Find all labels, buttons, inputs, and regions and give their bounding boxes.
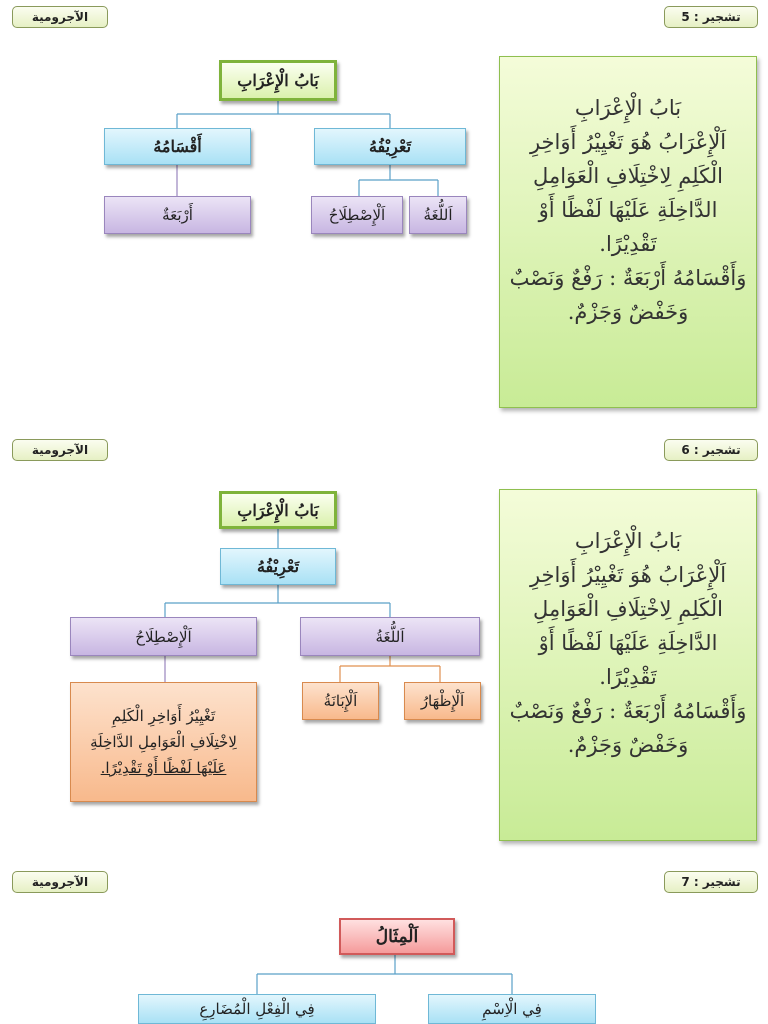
tree-node-tarif: تَعْرِيْفُهُ [220, 548, 336, 585]
matn-line: وَأَقْسَامُهُ أَرْبَعَةٌ : رَفْعٌ وَنَصْبٌ [509, 266, 747, 290]
tree-node-istilah: اَلْإِصْطِلَاحُ [70, 617, 257, 656]
slide-label: تشجير : 6 [664, 439, 758, 461]
matn-panel [499, 56, 757, 408]
matn-line: بَابُ الْإِعْرَابِ [574, 96, 682, 120]
matn-line: اَلْإِعْرَابُ هُوَ تَغْيِيْرُ أَوَاخِرِ [529, 130, 727, 154]
tree-node-arbaa: أَرْبَعَةٌ [104, 196, 251, 234]
tree-node-lugha: اَللُّغَةُ [300, 617, 480, 656]
matn-line: الْكَلِمِ لِاخْتِلَافِ الْعَوَامِلِ [533, 164, 723, 188]
matn-panel [499, 489, 757, 841]
tree-node-izhar: اَلْإِظْهَارُ [404, 682, 481, 720]
tree-node-aqsam: أَقْسَامُهُ [104, 128, 251, 165]
matn-line: الدَّاخِلَةِ عَلَيْهَا لَفْظًا أَوْ [538, 198, 718, 222]
matn-line: وَأَقْسَامُهُ أَرْبَعَةٌ : رَفْعٌ وَنَصْبٌ [509, 699, 747, 723]
matn-line: الدَّاخِلَةِ عَلَيْهَا لَفْظًا أَوْ [538, 631, 718, 655]
definition-line: عَلَيْهَا لَفْظًا أَوْ تَقْدِيْرًا. [100, 759, 227, 777]
header-tag: الآجرومية [12, 6, 108, 28]
tree-root-title: بَابُ الْإِعْرَابِ [219, 491, 337, 529]
header-tag: الآجرومية [12, 439, 108, 461]
tree-root-mithal: اَلْمِثَالُ [339, 918, 455, 955]
matn-line: وَخَفْضٌ وَجَزْمٌ. [567, 733, 689, 757]
istilah-definition [70, 682, 257, 802]
slide-label: تشجير : 7 [664, 871, 758, 893]
tree-node-fil-mudari: فِي الْفِعْلِ الْمُضَارِعِ [138, 994, 376, 1024]
tree-node-ism: فِي الْاِسْمِ [428, 994, 596, 1024]
matn-line: اَلْإِعْرَابُ هُوَ تَغْيِيْرُ أَوَاخِرِ [529, 563, 727, 587]
header-tag: الآجرومية [12, 871, 108, 893]
tree-node-ibana: اَلْإِبَانَةُ [302, 682, 379, 720]
matn-line: تَقْدِيْرًا. [599, 232, 657, 256]
matn-line: تَقْدِيْرًا. [599, 665, 657, 689]
definition-line: تَغْيِيْرُ أَوَاخِرِ الْكَلِمِ [111, 707, 216, 725]
tree-node-lugha: اَللُّغَةُ [409, 196, 467, 234]
tree-node-istilah: اَلْإِصْطِلَاحُ [311, 196, 403, 234]
slide-label: تشجير : 5 [664, 6, 758, 28]
matn-line: وَخَفْضٌ وَجَزْمٌ. [567, 300, 689, 324]
tree-root-title: بَابُ الْإِعْرَابِ [219, 60, 337, 101]
definition-line: لِاخْتِلَافِ الْعَوَامِلِ الدَّاخِلَةِ [90, 733, 237, 751]
matn-line: بَابُ الْإِعْرَابِ [574, 529, 682, 553]
tree-node-tarif: تَعْرِيْفُهُ [314, 128, 466, 165]
matn-line: الْكَلِمِ لِاخْتِلَافِ الْعَوَامِلِ [533, 597, 723, 621]
